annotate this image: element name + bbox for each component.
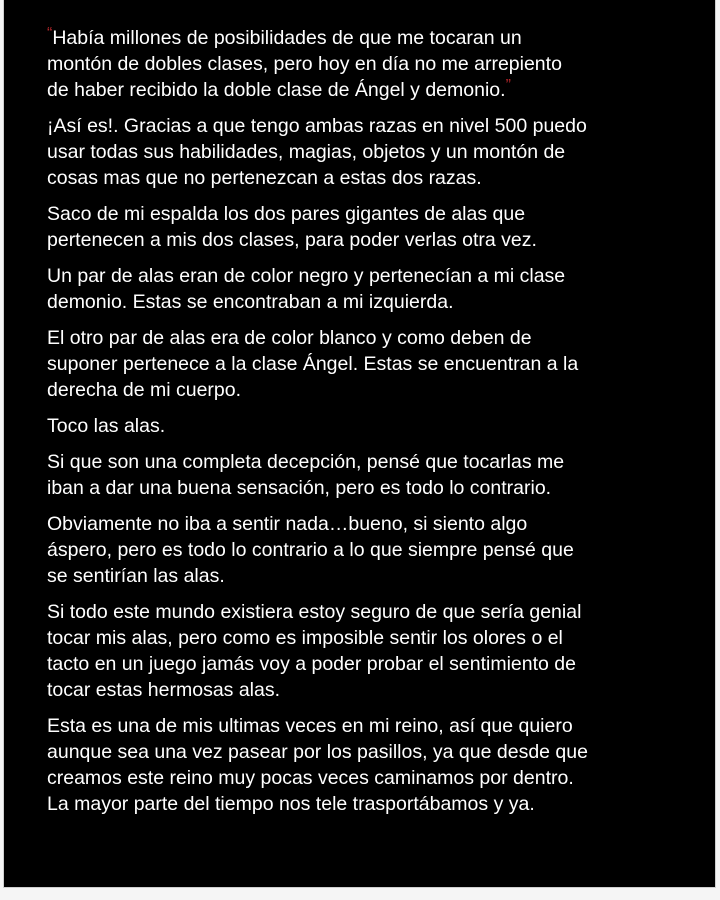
text-line: Esta es una de mis ultimas veces en mi reino, así que quiero: [47, 715, 573, 737]
close-quote-mark: ”: [505, 77, 511, 94]
text-line: montón de dobles clases, pero hoy en día no me arrepiento: [47, 53, 562, 75]
text-line: Saco de mi espalda los dos pares gigantes de alas que: [47, 203, 526, 225]
text-line: tocar estas hermosas alas.: [47, 679, 281, 701]
paragraph: [47, 325, 707, 403]
text-line-content: Había millones de posibilidades de que me tocaran un: [52, 27, 522, 49]
text-line: aunque sea una vez pasear por los pasillos, ya que desde que: [47, 741, 588, 763]
text-line: iban a dar una buena sensación, pero es todo lo contrario.: [47, 477, 552, 499]
text-line: se sentirían las alas.: [47, 565, 225, 587]
text-line: derecha de mi cuerpo.: [47, 379, 242, 401]
text-line: tacto en un juego jamás voy a poder probar el sentimiento de: [47, 653, 576, 675]
quote-paragraph: [47, 25, 707, 103]
text-line: Obviamente no iba a sentir nada…bueno, si siento algo: [47, 513, 528, 535]
paragraph: [47, 713, 707, 817]
paragraph: [47, 113, 707, 191]
paragraph: [47, 201, 707, 253]
text-line: demonio. Estas se encontraban a mi izquierda.: [47, 291, 454, 313]
text-line: [47, 77, 707, 103]
paragraph: [47, 449, 707, 501]
text-line: Un par de alas eran de color negro y pertenecían a mi clase: [47, 265, 566, 287]
paragraph: [47, 263, 707, 315]
text-line: pertenecen a mis dos clases, para poder verlas otra vez.: [47, 229, 537, 251]
text-line: Si que son una completa decepción, pensé que tocarlas me: [47, 451, 565, 473]
paragraph: [47, 599, 707, 703]
text-line: áspero, pero es todo lo contrario a lo que siempre pensé que: [47, 539, 574, 561]
text-line: cosas mas que no pertenezcan a estas dos razas.: [47, 167, 482, 189]
text-line: La mayor parte del tiempo nos tele trasportábamos y ya.: [47, 793, 535, 815]
text-line: suponer pertenece a la clase Ángel. Estas se encuentran a la: [47, 353, 579, 375]
text-line: ¡Así es!. Gracias a que tengo ambas razas en nivel 500 puedo: [47, 115, 587, 137]
text-page: [3, 0, 716, 888]
text-line: [47, 25, 707, 51]
text-line-content: de haber recibido la doble clase de Ángel y demonio.: [47, 79, 506, 101]
open-quote-mark: “: [47, 25, 53, 42]
text-line: tocar mis alas, pero como es imposible sentir los olores o el: [47, 627, 563, 649]
text-line: El otro par de alas era de color blanco y como deben de: [47, 327, 532, 349]
text-line: usar todas sus habilidades, magias, objetos y un montón de: [47, 141, 566, 163]
paragraph: [47, 511, 707, 589]
paragraph: [47, 413, 707, 439]
story-text: [47, 25, 707, 827]
text-line: Toco las alas.: [47, 415, 166, 437]
text-line: Si todo este mundo existiera estoy seguro de que sería genial: [47, 601, 582, 623]
text-line: creamos este reino muy pocas veces caminamos por dentro.: [47, 767, 574, 789]
